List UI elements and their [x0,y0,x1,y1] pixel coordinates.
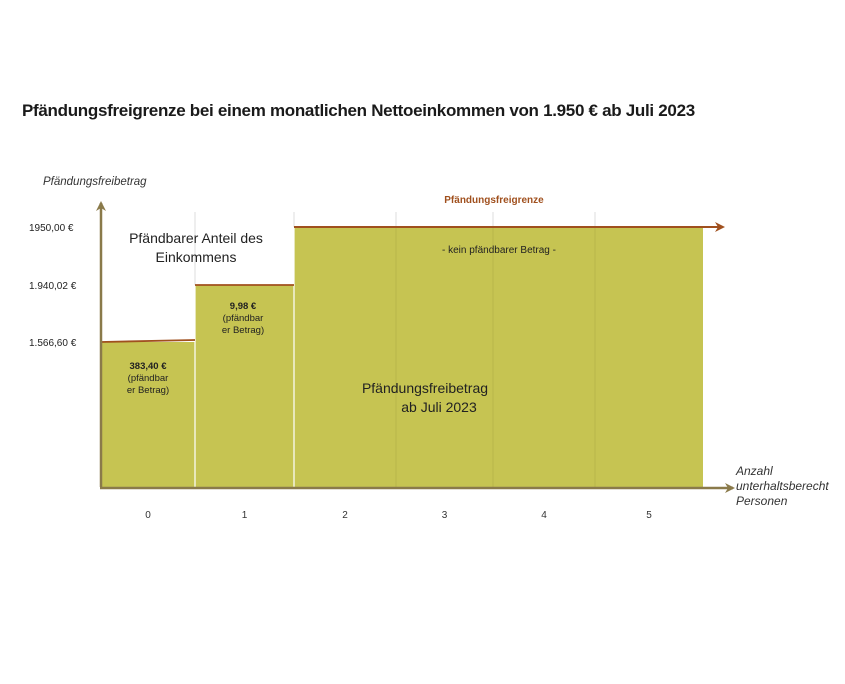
x-tick-label-5: 5 [646,510,652,521]
annotation-bar0-1: 383,40 € [129,361,167,372]
x-tick-label-3: 3 [441,510,448,521]
bars [101,227,703,488]
annotation-pfaendbar-anteil-2: Einkommens [155,249,237,265]
x-tick-label-4: 4 [541,510,547,521]
y-tick-label-1: 1.566,60 € [29,338,77,349]
annotation-bar0-3: er Betrag) [126,385,170,396]
annotation-kein-betrag: - kein pfändbarer Betrag - [442,245,556,256]
x-tick-label-0: 0 [145,510,151,521]
bar-5 [595,227,703,488]
x-tick-label-1: 1 [241,510,248,521]
y-axis-title: Pfändungsfreibetrag [43,176,147,188]
x-tick-label-2: 2 [342,510,348,521]
ceiling-label: Pfändungsfreigrenze [444,195,544,206]
y-tick-label-3: 1950,00 € [29,223,74,234]
x-axis-title-line-2: unterhaltsberecht [736,479,829,493]
bar-top-line-0 [101,340,195,342]
annotation-pfaendbar-anteil-1: Pfändbarer Anteil des [129,230,263,246]
annotation-bar1-3: er Betrag) [221,325,265,336]
bar-3 [396,227,493,488]
bar-4 [493,227,595,488]
annotation-freibetrag-1: Pfändungsfreibetrag [361,380,489,396]
annotation-bar1-1: 9,98 € [229,301,257,312]
chart-title: Pfändungsfreigrenze bei einem monatlichen Nettoeinkommen von 1.950 € ab Juli 2023 [22,101,695,120]
bar-2 [294,227,396,488]
annotation-bar1-2: (pfändbar [222,313,264,324]
annotation-bar0-2: (pfändbar [127,373,169,384]
x-axis-title-line-1: Anzahl [736,464,773,478]
annotation-freibetrag-2: ab Juli 2023 [401,399,477,415]
x-axis-title-line-3: Personen [736,494,788,508]
y-tick-label-2: 1.940,02 € [29,281,77,292]
